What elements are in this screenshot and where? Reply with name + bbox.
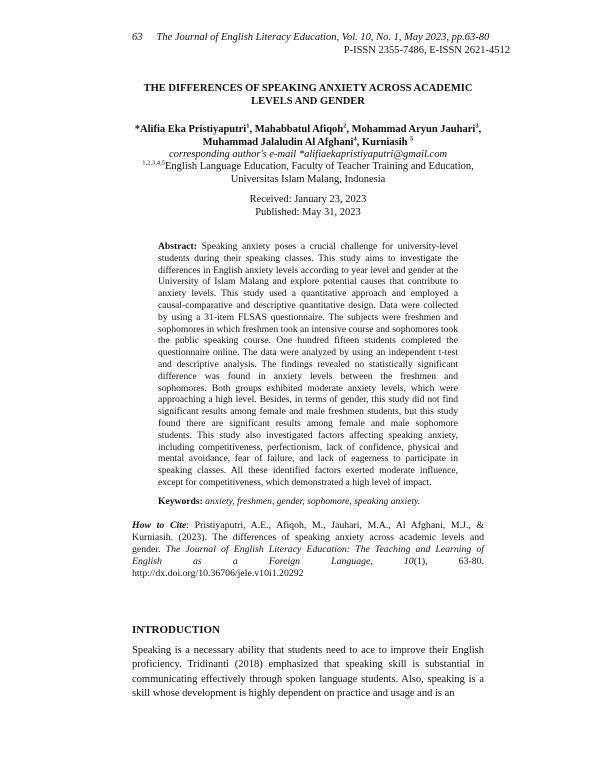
author-name: *Alifia Eka Pristiyaputri: [134, 124, 247, 135]
received-date: Received: January 23, 2023: [249, 194, 367, 205]
corresponding-email: corresponding author's e-mail *alifiaekapristiyaputri@gmail.com: [168, 149, 448, 160]
cite-label: How to Cite: [132, 520, 187, 531]
abstract-label: Abstract:: [158, 241, 197, 252]
keywords: [158, 496, 458, 508]
cite-journal: The Journal of English Literacy Education: The Teaching and Learning of English as a Foreign Language: [132, 543, 484, 567]
author-name: Kurniasih: [361, 136, 408, 148]
author-sup: 3: [475, 122, 479, 130]
affiliation-line-1: English Language Education, Faculty of Teacher Training and Education,: [165, 161, 474, 172]
journal-citation-line: The Journal of English Literacy Education, Vol. 10, No. 1, May 2023, pp.63-80: [156, 32, 490, 43]
cite-part-1: : Pristiyaputri, A.E., Afiqoh, M., Jauhari, M.A., Al Afghani, M.J., & Kurniasih. (2023). The differences of speaking anxiety across academic levels and gender.: [132, 520, 485, 555]
cite-volume: 10: [403, 555, 414, 567]
keywords-label: Keywords:: [158, 496, 203, 507]
cite-part-3[interactable]: (1), 63-80. http://dx.doi.org/10.36706/jele.v10i1.20292: [132, 555, 484, 579]
how-to-cite: [132, 520, 484, 580]
author-name: Mahabbatul Afiqoh: [254, 124, 344, 135]
affiliation-line-2: Universitas Islam Malang, Indonesia: [230, 173, 386, 185]
section-heading-introduction: INTRODUCTION: [132, 624, 221, 636]
cite-part-2: ,: [370, 555, 404, 567]
affiliation-sup: 1,2,3,4,5: [142, 159, 165, 167]
author-list: *Alifia Eka Pristiyaputri$^1$, Mahabbatul Afiqoh$^2$, Mohammad Aryun Jauhari$^3$, Muhammad Jalaludin Al Afghani$^4$, Kurniasih $^5$: [134, 122, 482, 148]
abstract: [158, 241, 458, 489]
running-header: [132, 32, 489, 43]
author-sup: 2: [343, 122, 347, 130]
affiliation: [132, 161, 484, 186]
abstract-text: Speaking anxiety poses a crucial challenge for university-level students during their speaking classes. This study aims to investigate the differences in English anxiety levels according to year level and gender at the University of Islam Malang and explore potential causes that contribute to anxiety levels. This study used a quantitative approach and employed a causal-comparative and descriptive quantitative design. Data were collected by using a 31-item FLSAS questionnaire. The subjects were freshmen and sophomores in which freshmen took an intensive course and sophomores took the public speaking course. One hundred fifteen students completed the questionnaire online. The data were analyzed by using an independent t-test and descriptive analysis. The findings revealed no statistically significant difference was found in anxiety levels between the freshmen and sophomores. Both groups exhibited moderate anxiety levels, which were approaching a high level. Besides, in terms of gender, this study did not find significant results among female and male freshmen students, but this study found there are significant results among female and male sophomore students. This study also investigated factors affecting speaking anxiety, including competitiveness, perfectionism, lack of confidence, physical and mental avoidance, fear of failure, and lack of eagerness to participate in speaking classes. All these identified factors exerted moderate influence, except for competitiveness, which demonstrated a high level of impact.: [158, 241, 459, 488]
author-name: Muhammad Jalaludin Al Afghani: [202, 136, 354, 148]
published-date: Published: May 31, 2023: [255, 207, 361, 218]
author-sup: 5: [410, 135, 414, 142]
author-name: Mohammad Aryun Jauhari: [351, 124, 476, 135]
introduction-paragraph: Speaking is a necessary ability that students need to ace to improve their English proficiency. Tridinanti (2018) emphasized that speaking skill is substantial in communicating effectively through spoken language students. Also, speaking is a skill whose development is highly dependent on practice and usage and is an: [132, 645, 484, 699]
issn-line: P-ISSN 2355-7486, E-ISSN 2621-4512: [343, 45, 510, 56]
author-sup: 1: [246, 122, 250, 130]
page-number: 63: [132, 32, 143, 43]
article-title: THE DIFFERENCES OF SPEAKING ANXIETY ACROSS ACADEMIC LEVELS AND GENDER: [143, 83, 473, 107]
author-sup: 4: [353, 135, 357, 142]
keywords-text: anxiety, freshmen, gender, sophomore, speaking anxiety.: [205, 496, 421, 507]
